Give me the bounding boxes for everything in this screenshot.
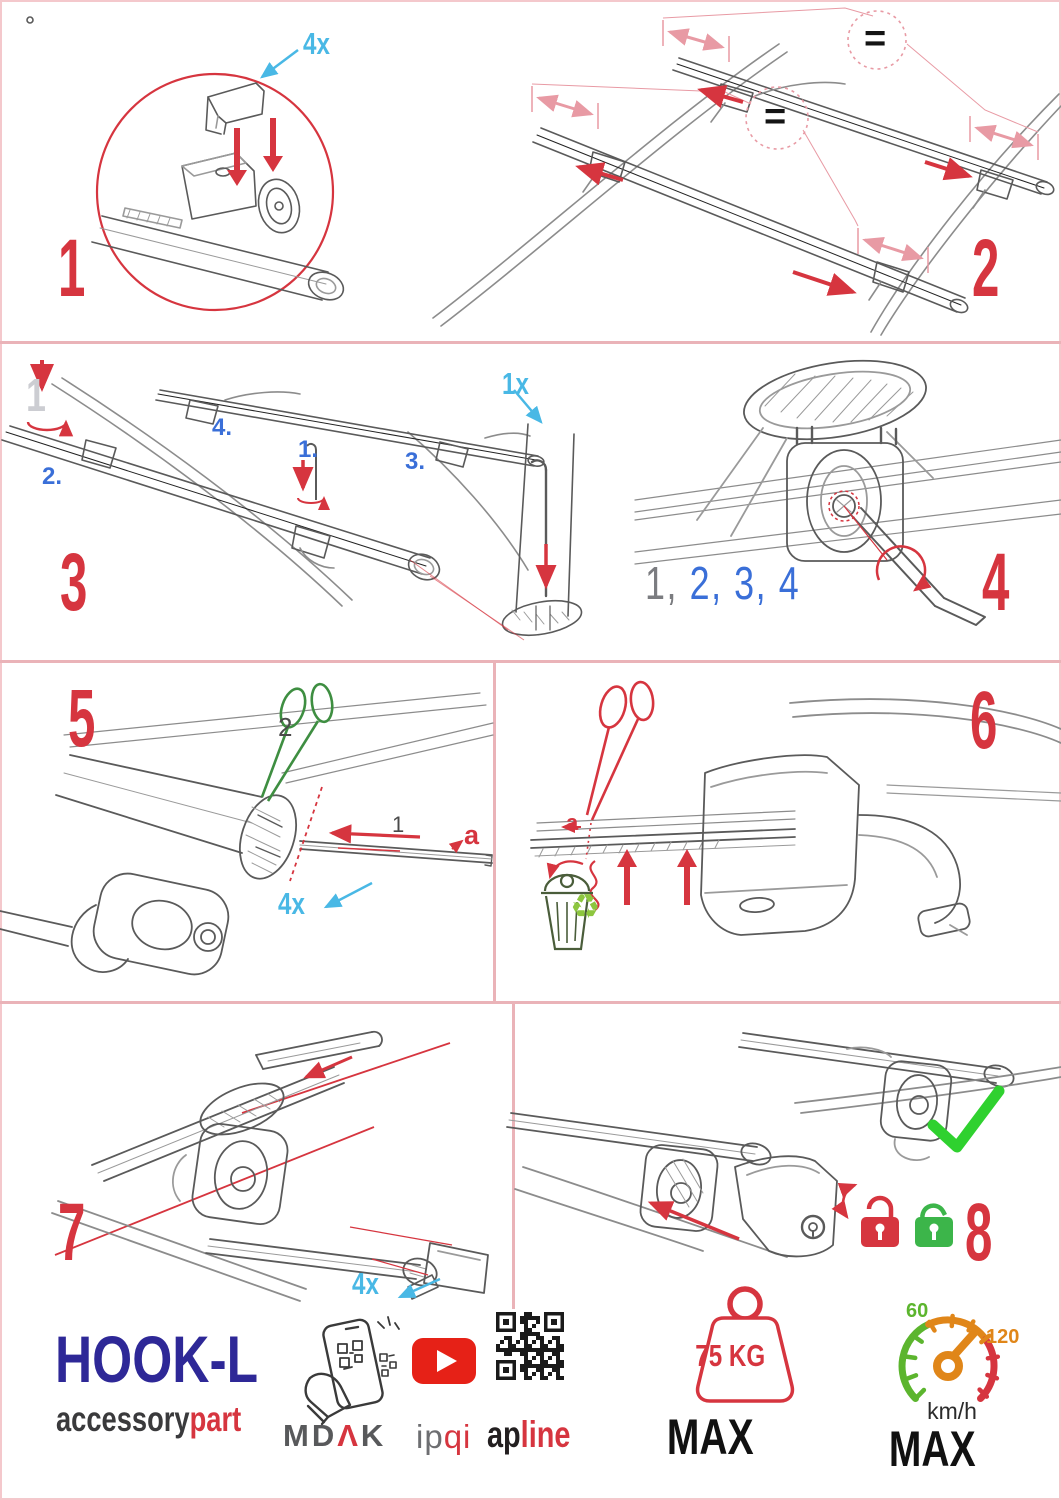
step3-ghost-number: 1 xyxy=(26,369,46,421)
step1-number: 1 xyxy=(58,223,85,314)
logo-ipqi xyxy=(416,1418,471,1456)
step3-assembly-drawing xyxy=(0,348,635,660)
recycle-icon: ♻ xyxy=(570,888,601,926)
mdak-part1: MD xyxy=(283,1418,338,1453)
brand-word-red: part xyxy=(189,1400,242,1439)
section-divider-1 xyxy=(0,341,1061,344)
step1-qty-label: 4x xyxy=(303,26,330,61)
ipqi-part2: qi xyxy=(443,1418,472,1455)
scissors-icon xyxy=(586,681,655,859)
speed-unit-label: km/h xyxy=(927,1398,977,1424)
logo-mdak xyxy=(283,1418,386,1454)
checkmark-icon xyxy=(933,1091,999,1147)
step3-label-2: 2. xyxy=(42,463,63,490)
speed-min-label: 60 xyxy=(906,1300,929,1322)
apline-part1: ap xyxy=(487,1414,521,1455)
step6-dim-label: a xyxy=(566,810,579,835)
qr-code-icon xyxy=(496,1312,564,1380)
mdak-part3: K xyxy=(360,1418,387,1453)
step1-detail-drawing xyxy=(30,20,425,338)
step6-number: 6 xyxy=(970,675,997,766)
padlock-unlocked-icon xyxy=(915,1202,953,1247)
step3-qty-label: 1x xyxy=(502,366,529,401)
youtube-icon xyxy=(412,1338,476,1384)
section-divider-2 xyxy=(0,660,1061,663)
brand-logo xyxy=(56,1402,241,1437)
sequence-gray: 1, xyxy=(645,557,679,609)
product-name: HOOK-L xyxy=(55,1322,259,1396)
weight-max-label: MAX xyxy=(666,1409,754,1465)
spacing-dimensions xyxy=(532,8,1038,273)
step5-qty-label: 4x xyxy=(278,886,305,921)
weight-value: 75 KG xyxy=(695,1338,766,1373)
equals-badge-icon: = xyxy=(864,18,887,60)
sequence-blue: 2, 3, 4 xyxy=(678,557,801,609)
step8-number: 8 xyxy=(965,1187,992,1278)
step5-insert-label: 1 xyxy=(392,812,405,837)
step2-spacing-drawing xyxy=(425,0,1061,335)
scissors-icon xyxy=(262,683,335,801)
step5-cut-label: 2 xyxy=(278,712,293,742)
brand-word-black: accessory xyxy=(56,1400,190,1439)
speed-max-text: MAX xyxy=(888,1421,976,1477)
mdak-part2: Λ xyxy=(337,1418,361,1453)
padlock-locked-icon xyxy=(861,1198,899,1247)
step3-number: 3 xyxy=(60,537,87,628)
ipqi-part1: ip xyxy=(416,1418,444,1455)
logo-apline xyxy=(487,1414,570,1456)
section-divider-3 xyxy=(0,1001,1061,1004)
step3-label-4: 4. xyxy=(212,414,233,441)
step3-label-1: 1. xyxy=(298,436,319,463)
step7-number: 7 xyxy=(58,1187,85,1278)
step4-sequence-label xyxy=(645,556,800,610)
step3-label-3: 3. xyxy=(405,448,426,475)
step7-qty-label: 4x xyxy=(352,1266,379,1301)
apline-part2: line xyxy=(520,1414,571,1455)
step2-number: 2 xyxy=(972,223,999,314)
equals-badge-icon: = xyxy=(764,96,787,138)
step5-number: 5 xyxy=(68,673,95,764)
speed-max-label: 120 xyxy=(986,1326,1020,1348)
phone-qr-scan-icon xyxy=(300,1314,404,1426)
step4-number: 4 xyxy=(982,537,1009,628)
step5-dim-label: a xyxy=(464,820,480,850)
